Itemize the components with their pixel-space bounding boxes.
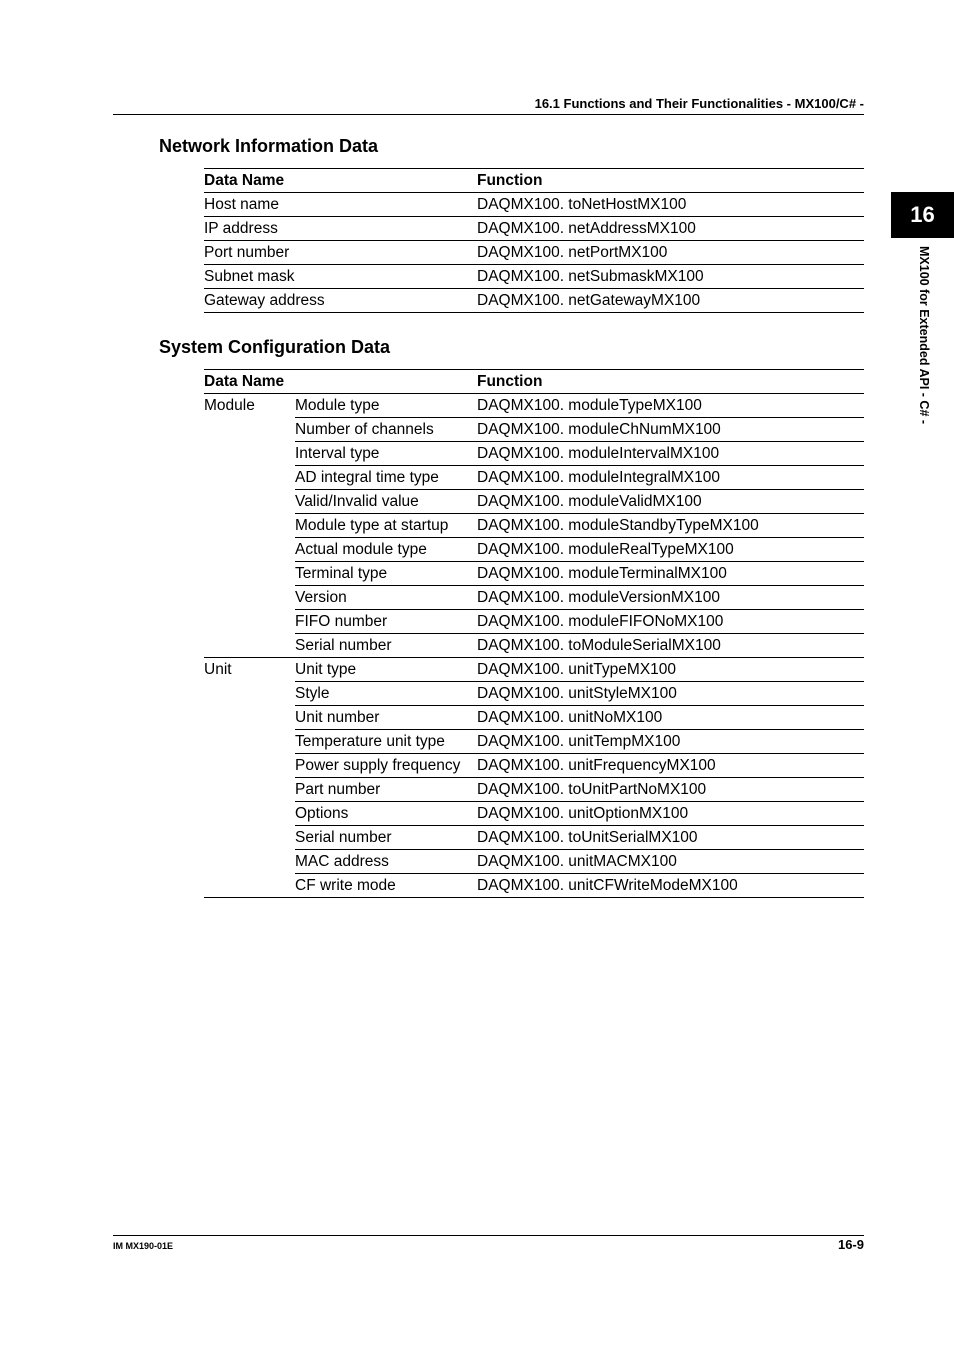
function-cell: DAQMX100. unitStyleMX100 [477,682,864,706]
data-name-cell: Terminal type [295,562,477,586]
function-cell: DAQMX100. netAddressMX100 [477,217,864,241]
data-name-cell: Interval type [295,442,477,466]
table-row [204,193,864,217]
table-row [204,778,864,802]
data-name-cell: Power supply frequency [295,754,477,778]
table-row [204,514,864,538]
data-name-cell: AD integral time type [295,466,477,490]
function-cell: DAQMX100. moduleChNumMX100 [477,418,864,442]
column-header-data-name: Data Name [204,169,477,193]
table-row [204,538,864,562]
table-row [204,466,864,490]
group-spacer-cell [204,802,295,826]
table-row [204,706,864,730]
data-name-cell: FIFO number [295,610,477,634]
column-header-function: Function [477,370,864,394]
data-name-cell: Gateway address [204,289,477,313]
data-name-cell: Serial number [295,634,477,658]
function-cell: DAQMX100. moduleVersionMX100 [477,586,864,610]
function-cell: DAQMX100. unitOptionMX100 [477,802,864,826]
function-cell: DAQMX100. moduleIntervalMX100 [477,442,864,466]
group-spacer-cell [204,850,295,874]
system-config-table [204,369,864,898]
network-section-title: Network Information Data [159,136,379,156]
data-name-cell: Host name [204,193,477,217]
footer-divider [113,1235,864,1236]
table-row [204,730,864,754]
group-spacer-cell [204,706,295,730]
function-cell: DAQMX100. moduleFIFONoMX100 [477,610,864,634]
data-name-cell: Actual module type [295,538,477,562]
group-spacer-cell [204,586,295,610]
data-name-cell: Part number [295,778,477,802]
function-cell: DAQMX100. unitTypeMX100 [477,658,864,682]
function-cell: DAQMX100. unitTempMX100 [477,730,864,754]
data-name-cell: Style [295,682,477,706]
table-row [204,802,864,826]
group-spacer-cell [204,466,295,490]
function-cell: DAQMX100. moduleStandbyTypeMX100 [477,514,864,538]
function-cell: DAQMX100. unitFrequencyMX100 [477,754,864,778]
function-cell: DAQMX100. unitCFWriteModeMX100 [477,874,864,898]
data-name-cell: CF write mode [295,874,477,898]
table-row [204,850,864,874]
data-name-cell: Temperature unit type [295,730,477,754]
data-name-cell: Module type [295,394,477,418]
group-name-cell: Unit [204,661,232,678]
group-spacer-cell [204,610,295,634]
table-row [204,241,864,265]
table-row [204,754,864,778]
data-name-cell: Serial number [295,826,477,850]
function-cell: DAQMX100. moduleTypeMX100 [477,394,864,418]
page-number: 16-9 [837,1237,864,1252]
data-name-cell: IP address [204,217,477,241]
table-row [204,682,864,706]
function-cell: DAQMX100. unitNoMX100 [477,706,864,730]
document-id: IM MX190-01E [113,1241,174,1251]
data-name-cell: Valid/Invalid value [295,490,477,514]
function-cell: DAQMX100. toUnitPartNoMX100 [477,778,864,802]
network-info-table [204,168,864,313]
table-header-row [204,370,864,394]
table-row [204,658,864,682]
table-row [204,289,864,313]
header-divider [113,114,864,115]
data-name-cell: Port number [204,241,477,265]
group-spacer-cell [204,490,295,514]
group-spacer-cell [204,418,295,442]
function-cell: DAQMX100. netGatewayMX100 [477,289,864,313]
table-row [204,610,864,634]
table-row [204,265,864,289]
table-row [204,826,864,850]
function-cell: DAQMX100. moduleRealTypeMX100 [477,538,864,562]
chapter-side-label: MX100 for Extended API - C# - [917,246,931,425]
group-spacer-cell [204,730,295,754]
group-spacer-cell [204,634,295,658]
running-header: 16.1 Functions and Their Functionalities - MX100/C# - [534,96,864,111]
function-cell: DAQMX100. netPortMX100 [477,241,864,265]
table-row [204,586,864,610]
table-row [204,394,864,418]
group-spacer-cell [204,826,295,850]
data-name-cell: Number of channels [295,418,477,442]
table-row [204,634,864,658]
group-spacer-cell [204,562,295,586]
table-row [204,490,864,514]
data-name-cell: Subnet mask [204,265,477,289]
group-spacer-cell [204,514,295,538]
data-name-cell: MAC address [295,850,477,874]
group-spacer-cell [204,778,295,802]
group-name-cell: Module [204,397,255,414]
data-name-cell: Unit type [295,658,477,682]
group-spacer-cell [204,442,295,466]
data-name-cell: Module type at startup [295,514,477,538]
table-row [204,874,864,898]
data-name-cell: Version [295,586,477,610]
table-header-row [204,169,864,193]
table-row [204,442,864,466]
function-cell: DAQMX100. moduleIntegralMX100 [477,466,864,490]
function-cell: DAQMX100. toUnitSerialMX100 [477,826,864,850]
data-name-cell: Options [295,802,477,826]
system-section-title: System Configuration Data [159,337,391,357]
column-header-function: Function [477,169,864,193]
column-header-data-name: Data Name [204,370,477,394]
table-row [204,562,864,586]
table-row [204,217,864,241]
function-cell: DAQMX100. toNetHostMX100 [477,193,864,217]
function-cell: DAQMX100. moduleValidMX100 [477,490,864,514]
function-cell: DAQMX100. moduleTerminalMX100 [477,562,864,586]
group-spacer-cell [204,682,295,706]
group-spacer-cell [204,538,295,562]
table-row [204,418,864,442]
chapter-tab: 16 [891,192,954,238]
function-cell: DAQMX100. netSubmaskMX100 [477,265,864,289]
data-name-cell: Unit number [295,706,477,730]
group-spacer-cell [204,754,295,778]
group-spacer-cell [204,874,295,898]
function-cell: DAQMX100. unitMACMX100 [477,850,864,874]
function-cell: DAQMX100. toModuleSerialMX100 [477,634,864,658]
